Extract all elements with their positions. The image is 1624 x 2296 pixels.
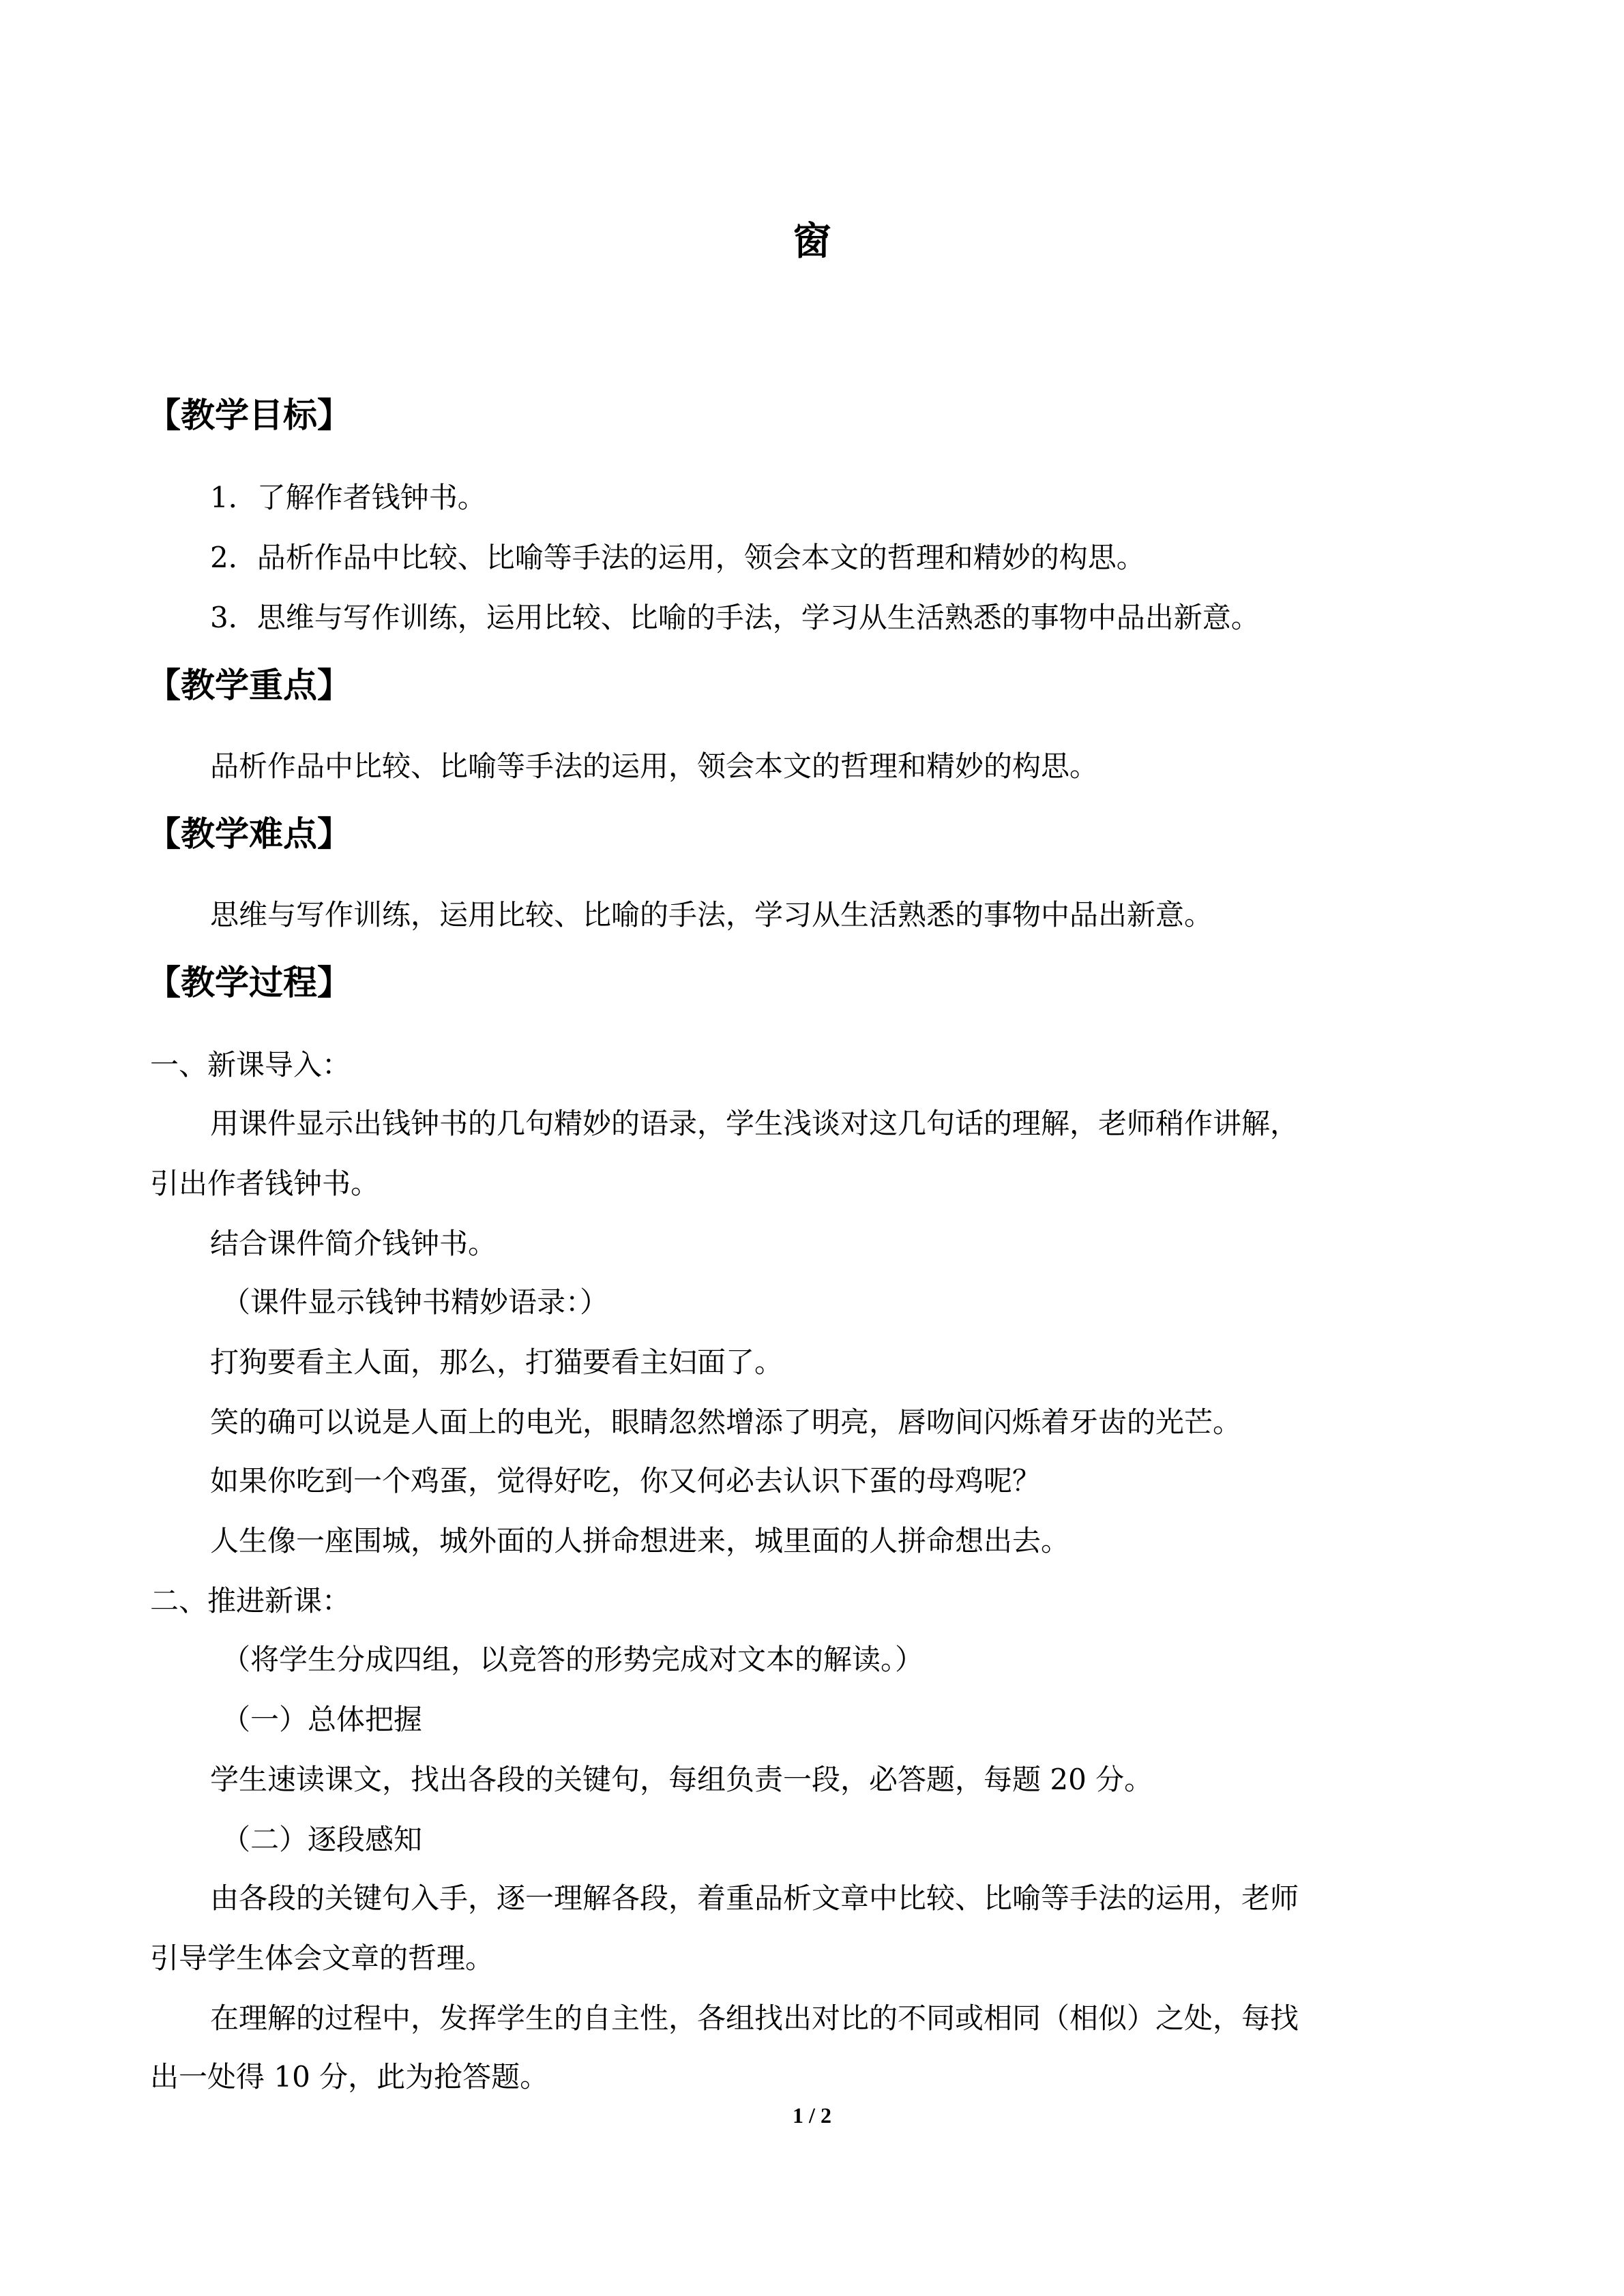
heading-teaching-goals: 【教学目标】: [147, 395, 351, 435]
part1-paragraph-line: 引出作者钱钟书。: [150, 1167, 380, 1200]
goal-item-2: 2．品析作品中比较、比喻等手法的运用，领会本文的哲理和精妙的构思。: [210, 541, 1145, 574]
subsection-2-paragraph-line: 引导学生体会文章的哲理。: [150, 1941, 494, 1975]
heading-teaching-process: 【教学过程】: [147, 962, 351, 1002]
part2-title: 二、推进新课：: [150, 1584, 351, 1617]
part1-paragraph-line: 用课件显示出钱钟书的几句精妙的语录，学生浅谈对这几句话的理解，老师稍作讲解，: [210, 1107, 1299, 1140]
difficulty-text: 思维与写作训练，运用比较、比喻的手法，学习从生活熟悉的事物中品出新意。: [210, 898, 1213, 931]
goal-item-3: 3．思维与写作训练，运用比较、比喻的手法，学习从生活熟悉的事物中品出新意。: [210, 601, 1260, 634]
subsection-2-paragraph-line: 出一处得 10 分，此为抢答题。: [150, 2060, 549, 2093]
subsection-2-paragraph-line: 在理解的过程中，发挥学生的自主性，各组找出对比的不同或相同（相似）之处，每找: [210, 2001, 1299, 2035]
part1-paragraph: 结合课件简介钱钟书。: [210, 1227, 497, 1260]
subsection-2-title: （二）逐段感知: [222, 1823, 423, 1856]
subsection-1-title: （一）总体把握: [222, 1703, 423, 1736]
heading-teaching-difficulty: 【教学难点】: [147, 814, 351, 854]
quote-1: 打狗要看主人面，那么，打猫要看主妇面了。: [210, 1345, 784, 1379]
document-title: 窗: [793, 219, 831, 264]
focus-text: 品析作品中比较、比喻等手法的运用，领会本文的哲理和精妙的构思。: [210, 749, 1099, 783]
goal-item-1: 1．了解作者钱钟书。: [210, 481, 486, 514]
heading-teaching-focus: 【教学重点】: [147, 665, 351, 705]
part1-title: 一、新课导入：: [150, 1048, 351, 1082]
quote-4: 人生像一座围城，城外面的人拼命想进来，城里面的人拼命想出去。: [210, 1524, 1070, 1557]
subsection-2-paragraph-line: 由各段的关键句入手，逐一理解各段，着重品析文章中比较、比喻等手法的运用，老师: [210, 1881, 1299, 1915]
part2-note: （将学生分成四组，以竞答的形势完成对文本的解读。）: [222, 1643, 924, 1676]
subsection-1-text: 学生速读课文，找出各段的关键句，每组负责一段，必答题，每题 20 分。: [210, 1763, 1153, 1796]
page-number: 1 / 2: [793, 2103, 831, 2128]
quote-2: 笑的确可以说是人面上的电光，眼睛忽然增添了明亮，唇吻间闪烁着牙齿的光芒。: [210, 1405, 1242, 1439]
quote-3: 如果你吃到一个鸡蛋，觉得好吃，你又何必去认识下蛋的母鸡呢？: [210, 1464, 1042, 1497]
part1-note: （课件显示钱钟书精妙语录：）: [222, 1285, 609, 1319]
